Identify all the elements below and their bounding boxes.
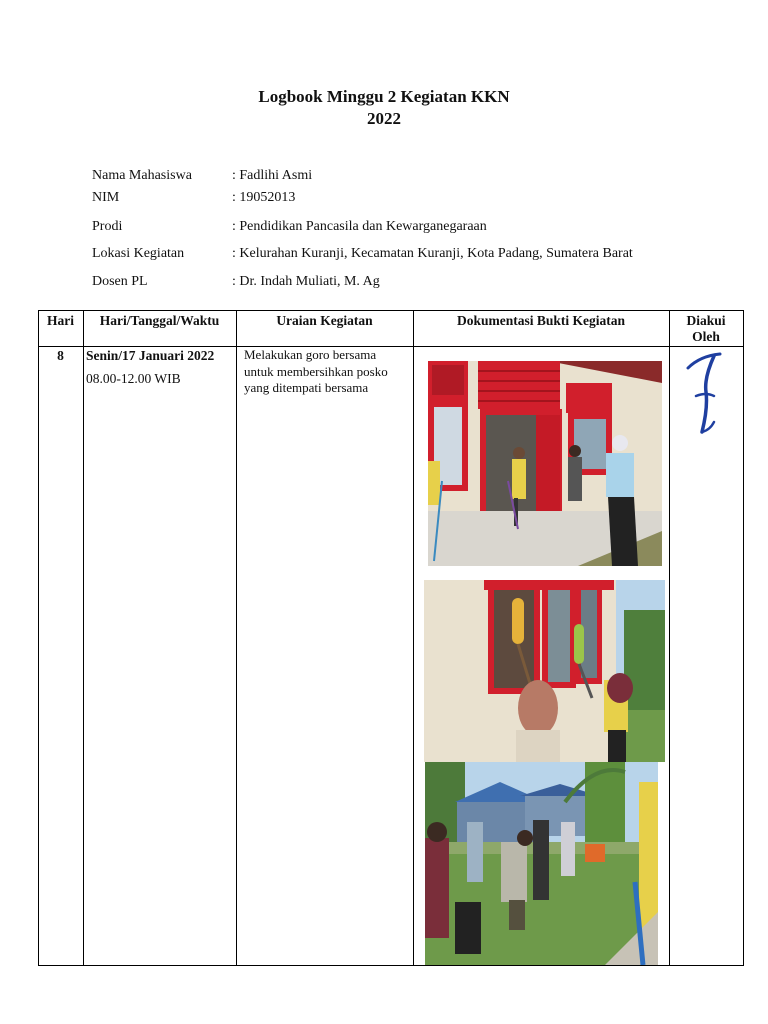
info-value: : Kelurahan Kuranji, Kecamatan Kuranji, Kota Padang, Sumatera Barat bbox=[232, 246, 633, 261]
info-value: : 19052013 bbox=[232, 190, 296, 205]
info-label: Dosen PL bbox=[92, 274, 148, 289]
table-col-line bbox=[236, 310, 237, 966]
header-uraian: Uraian Kegiatan bbox=[276, 313, 373, 328]
row-hari: 8 bbox=[57, 348, 64, 363]
info-label: Nama Mahasiswa bbox=[92, 168, 192, 183]
info-value: : Dr. Indah Muliati, M. Ag bbox=[232, 274, 380, 289]
header-tanggal: Hari/Tanggal/Waktu bbox=[99, 313, 220, 328]
photo-cleaning-windows bbox=[424, 580, 665, 762]
page-title bbox=[0, 86, 768, 130]
table-border-top bbox=[38, 310, 744, 311]
header-hari: Hari bbox=[47, 313, 74, 328]
table-border-bottom bbox=[38, 965, 744, 966]
title-line-2: 2022 bbox=[367, 109, 401, 128]
title-line-1: Logbook Minggu 2 Kegiatan KKN bbox=[258, 87, 510, 106]
header-dokumentasi: Dokumentasi Bukti Kegiatan bbox=[456, 313, 626, 328]
info-label: NIM bbox=[92, 190, 120, 205]
header-diakui: Diakui Oleh bbox=[686, 313, 726, 344]
photo-yard-cleanup bbox=[425, 762, 658, 965]
table-col-line bbox=[38, 310, 39, 966]
info-value: : Fadlihi Asmi bbox=[232, 168, 313, 183]
signature-diakui bbox=[684, 352, 728, 436]
photo-posko-entrance bbox=[428, 361, 662, 566]
table-col-line bbox=[743, 310, 744, 966]
info-label: Prodi bbox=[92, 219, 123, 234]
row-tanggal: Senin/17 Januari 2022 bbox=[86, 348, 215, 363]
table-col-line bbox=[669, 310, 670, 966]
table-col-line bbox=[413, 310, 414, 966]
info-value: : Pendidikan Pancasila dan Kewarganegaraan bbox=[232, 219, 487, 234]
info-label: Lokasi Kegiatan bbox=[92, 246, 185, 261]
row-uraian: Melakukan goro bersama untuk membersihkan posko yang ditempati bersama bbox=[244, 347, 388, 395]
table-col-line bbox=[83, 310, 84, 966]
row-waktu: 08.00-12.00 WIB bbox=[86, 371, 181, 386]
